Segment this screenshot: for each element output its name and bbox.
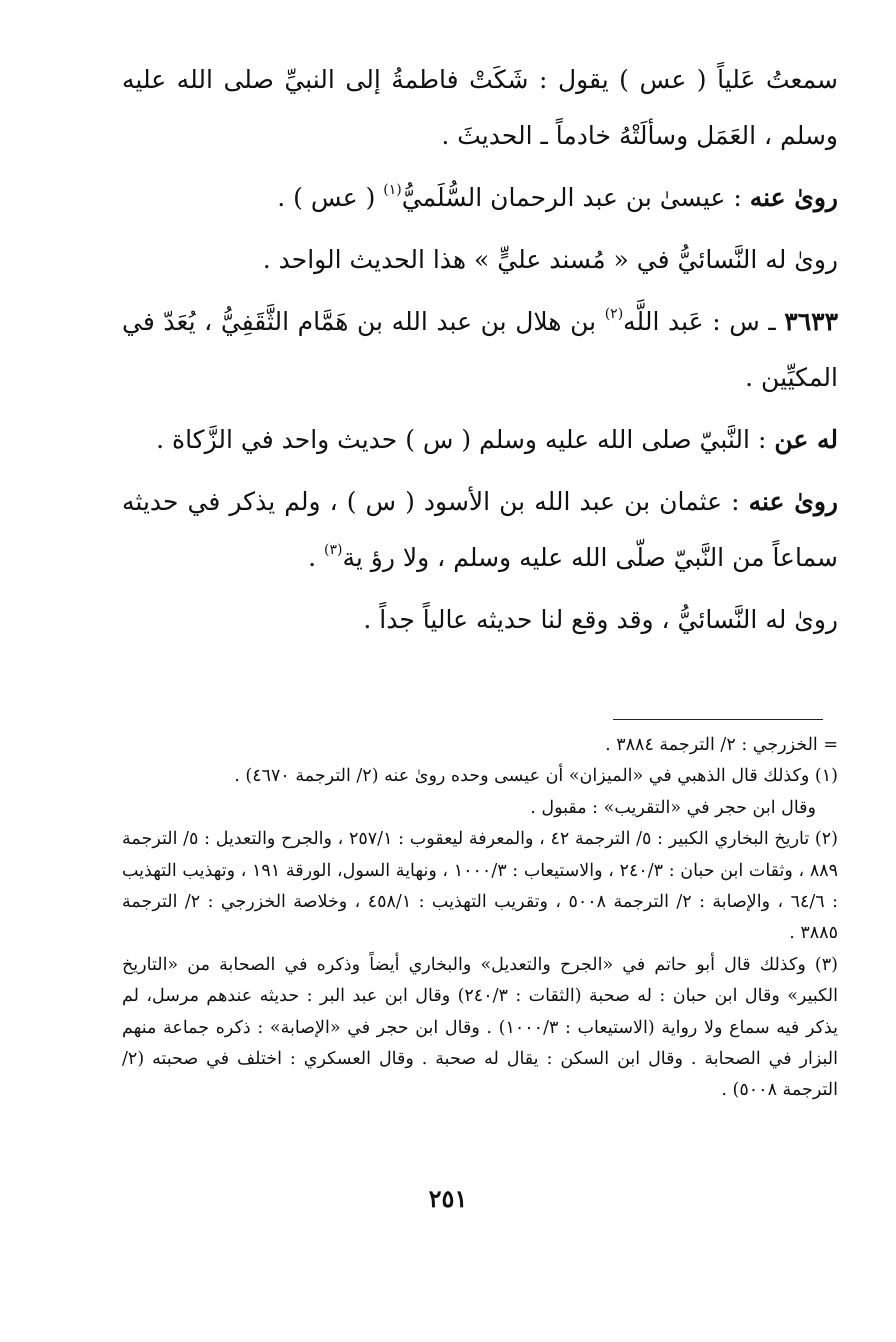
footnote-continuation: = الخزرجي : ٢/ الترجمة ٣٨٨٤ . xyxy=(605,735,838,755)
paragraph-lahu-an: له عن : النَّبيّ صلى الله عليه وسلم ( س ) حديث واحد في الزَّكاة . xyxy=(156,425,838,454)
footnote-ref-1: (١) xyxy=(383,182,402,198)
footnote-divider xyxy=(613,719,823,720)
footnote-2: (٢) تاريخ البخاري الكبير : ٥/ الترجمة ٤٢ ، والمعرفة ليعقوب : ٢٥٧/١ ، والجرح والتعديل : ٥/ الترجمة ٨٨٩ ، وثقات ابن حبان : ٢٤٠/٣ ، والاستيعاب : ١٠٠٠/٣ ، ونهاية السول، الورقة ١٩١ ، وتهذيب التهذيب : ٦٤/٦ ، والإصابة : ٢/ الترجمة ٥٠٠٨ ، وتقريب التهذيب : ٤٥٨/١ ، وخلاصة الخزرجي : ٢/ الترجمة ٣٨٨٥ . xyxy=(122,829,839,944)
footnote-1: (١) وكذلك قال الذهبي في «الميزان» أن عيسى وحده روىٰ عنه (٢/ الترجمة ٤٦٧٠) . xyxy=(234,766,838,787)
paragraph-nasai-2: روىٰ له النَّسائيُّ ، وقد وقع لنا حديثه عالياً جداً . xyxy=(363,605,838,634)
entry-3633: ٣٦٣٣ ـ س : عَبد اللَّه$^{(٢)}$ بن هلال بن عبد الله بن هَمَّام الثَّقَفِيُّ ، يُعَدّ في المكيِّين . xyxy=(122,306,838,392)
label-rawa-anhu: روىٰ عنه xyxy=(749,183,838,212)
entry-number: ٣٦٣٣ xyxy=(784,307,838,336)
paragraph-narrators-from: روىٰ عنه : عيسىٰ بن عبد الرحمان السُّلَميُّ$^{(١)}$ ( عس ) . xyxy=(277,182,838,212)
label-rawa-anhu-2: روىٰ عنه xyxy=(748,487,838,516)
page-number: ٢٥١ xyxy=(428,1184,468,1213)
footnotes xyxy=(122,730,838,1107)
footnote-3: (٣) وكذلك قال أبو حاتم في «الجرح والتعديل» والبخاري أيضاً وذكره في الصحابة من «التاريخ الكبير» وقال ابن حبان : له صحبة (الثقات : ٢٤٠/٣) وقال ابن عبد البر : حديثه عندهم مرسل، لم يذكر فيه سماع ولا رواية (الاستيعاب : ١٠٠٠/٣) . وقال ابن حجر في «الإصابة» : ذكره جماعة منهم البزار في الصحابة . وقال ابن السكن : يقال له صحبة . وقال العسكري : اختلف في صحبته (٢/ الترجمة ٥٠٠٨) . xyxy=(122,954,838,1101)
footnote-ref-3: (٣) xyxy=(324,542,343,558)
label-lahu-an: له عن xyxy=(774,425,838,454)
footnote-1-cont: وقال ابن حجر في «التقريب» : مقبول . xyxy=(530,797,816,818)
footnote-ref-2: (٢) xyxy=(604,306,624,322)
paragraph-nasai: روىٰ له النَّسائيُّ في « مُسند عليٍّ » هذا الحديث الواحد . xyxy=(262,245,838,274)
paragraph-hadith: سمعتُ عَلياً ( عس ) يقول : شَكَتْ فاطمةُ إلى النبيِّ صلى الله عليه وسلم ، العَمَل وسألَتْهُ خادماً ـ الحديثَ . xyxy=(122,65,838,150)
main-text xyxy=(122,52,838,654)
paragraph-narrators-from-2: روىٰ عنه : عثمان بن عبد الله بن الأسود ( س ) ، ولم يذكر في حديثه سماعاً من النَّبيّ صلّى الله عليه وسلم ، ولا رؤ ية$^{(٣)}$ . xyxy=(122,487,838,572)
